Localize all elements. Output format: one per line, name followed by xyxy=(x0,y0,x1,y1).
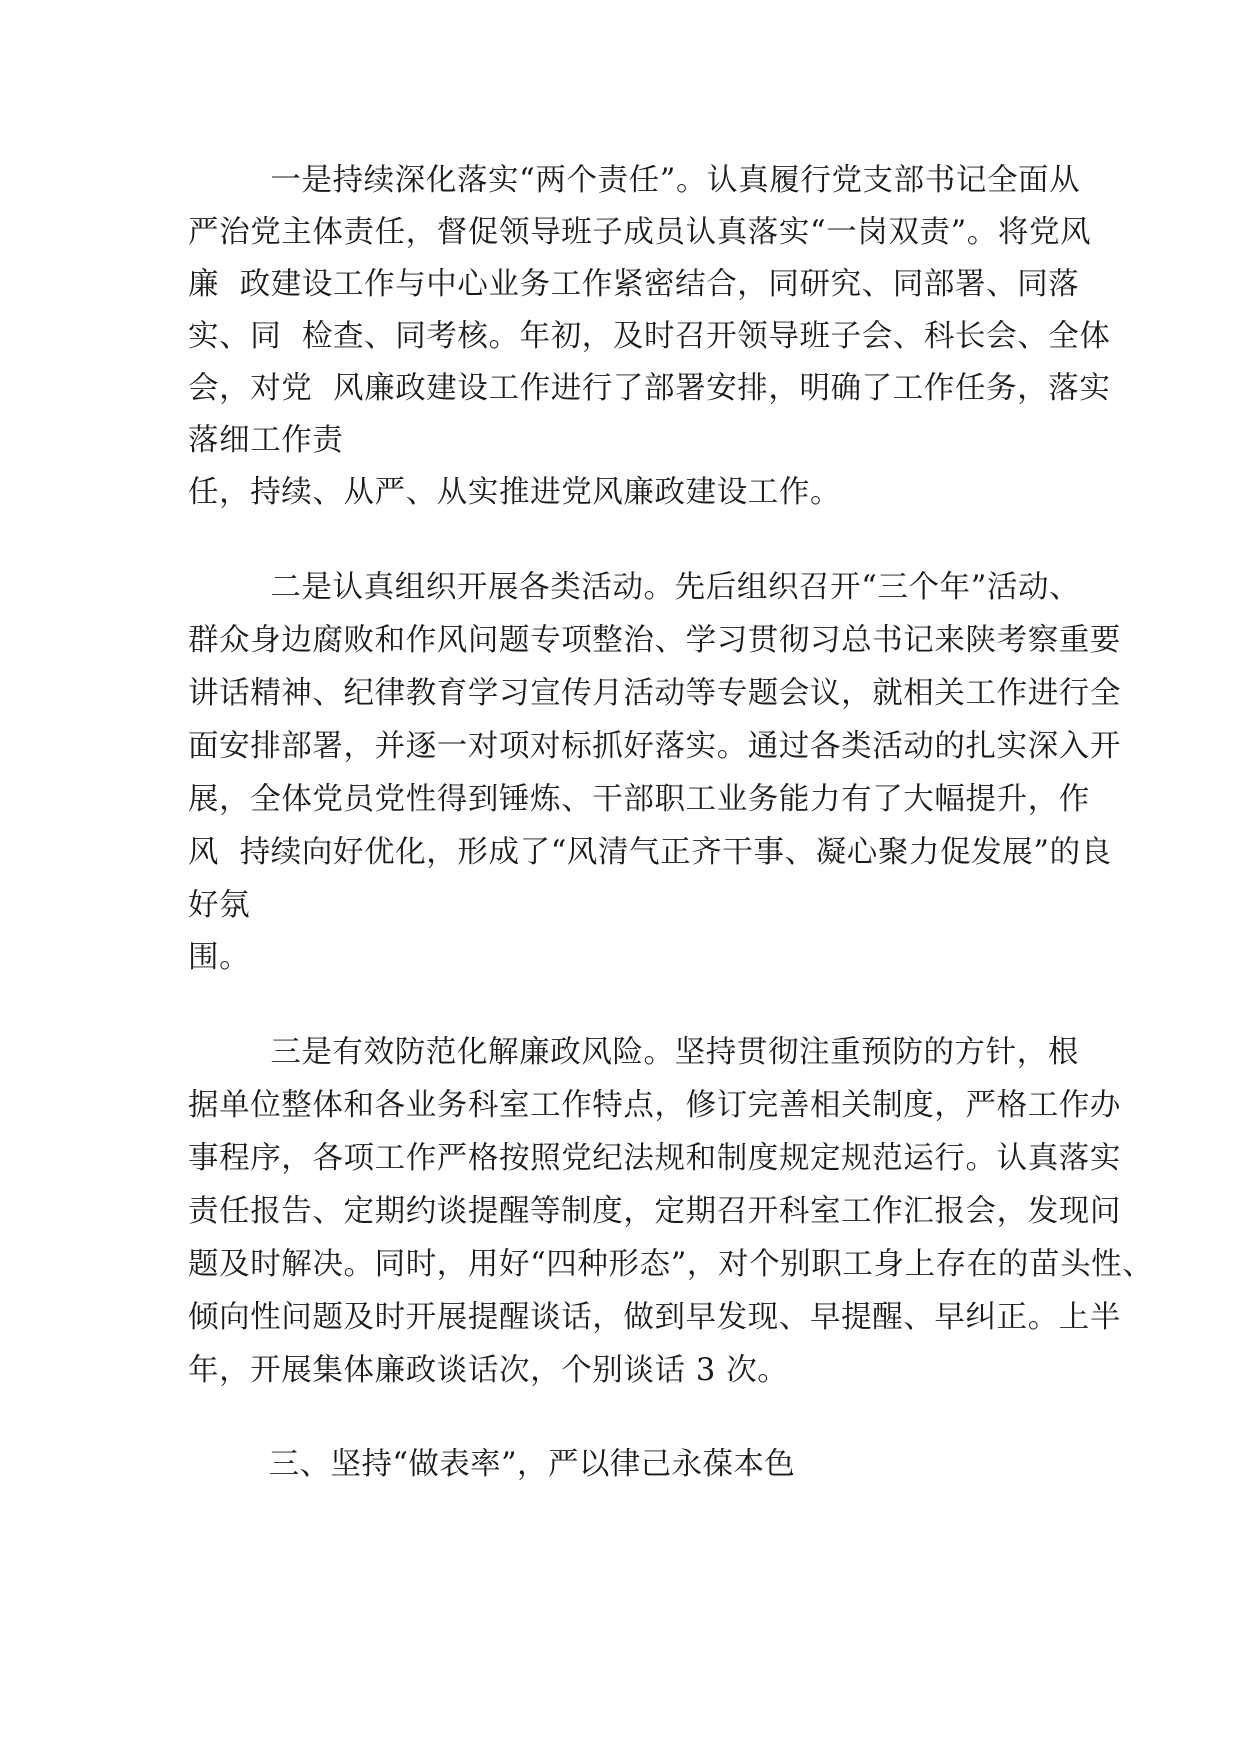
text-line: 好氛 xyxy=(188,888,251,923)
text-line: 廉 政建设工作与中心业务工作紧密结合，同研究、同部署、同落 xyxy=(188,267,1080,302)
text-line: 责任报告、定期约谈提醒等制度，定期召开科室工作汇报会，发现问 xyxy=(188,1194,1121,1229)
text-line: 事程序，各项工作严格按照党纪法规和制度规定规范运行。认真落实 xyxy=(188,1141,1121,1176)
text-line: 年，开展集体廉政谈话次，个别谈话 3 次。 xyxy=(188,1353,789,1388)
text-line: 一是持续深化落实“两个责任”。认真履行党支部书记全面从 xyxy=(188,163,1081,198)
text-line: 讲话精神、纪律教育学习宣传月活动等专题会议，就相关工作进行全 xyxy=(188,676,1121,711)
text-line: 倾向性问题及时开展提醒谈话，做到早发现、早提醒、早纠正。上半 xyxy=(188,1300,1121,1335)
text-line: 实、同 检查、同考核。年初，及时召开领导班子会、科长会、全体 xyxy=(188,319,1111,354)
text-line: 据单位整体和各业务科室工作特点，修订完善相关制度，严格工作办 xyxy=(188,1088,1121,1123)
text-line: 面安排部署，并逐一对项对标抓好落实。通过各类活动的扎实深入开 xyxy=(188,729,1121,764)
text-line: 严治党主体责任，督促领导班子成员认真落实“一岗双责”。将党风 xyxy=(188,215,1092,250)
text-line: 题及时解决。同时，用好“四种形态”，对个别职工身上存在的苗头性、 xyxy=(188,1247,1154,1282)
text-line: 风 持续向好优化，形成了“风清气正齐干事、凝心聚力促发展”的良 xyxy=(188,835,1112,870)
section-heading: 三、坚持“做表率”，严以律己永葆本色 xyxy=(188,1447,796,1482)
text-line: 二是认真组织开展各类活动。先后组织召开“三个年”活动、 xyxy=(188,570,1081,605)
text-line: 落细工作责 xyxy=(188,423,344,458)
text-line: 任，持续、从严、从实推进党风廉政建设工作。 xyxy=(188,475,842,510)
text-line: 三是有效防范化解廉政风险。坚持贯彻注重预防的方针，根 xyxy=(188,1035,1079,1070)
text-line: 会，对党 风廉政建设工作进行了部署安排，明确了工作任务，落实 xyxy=(188,371,1111,406)
text-line: 围。 xyxy=(188,940,251,975)
text-line: 展，全体党员党性得到锤炼、干部职工业务能力有了大幅提升，作 xyxy=(188,782,1090,817)
text-line: 群众身边腐败和作风问题专项整治、学习贯彻习总书记来陕考察重要 xyxy=(188,623,1121,658)
